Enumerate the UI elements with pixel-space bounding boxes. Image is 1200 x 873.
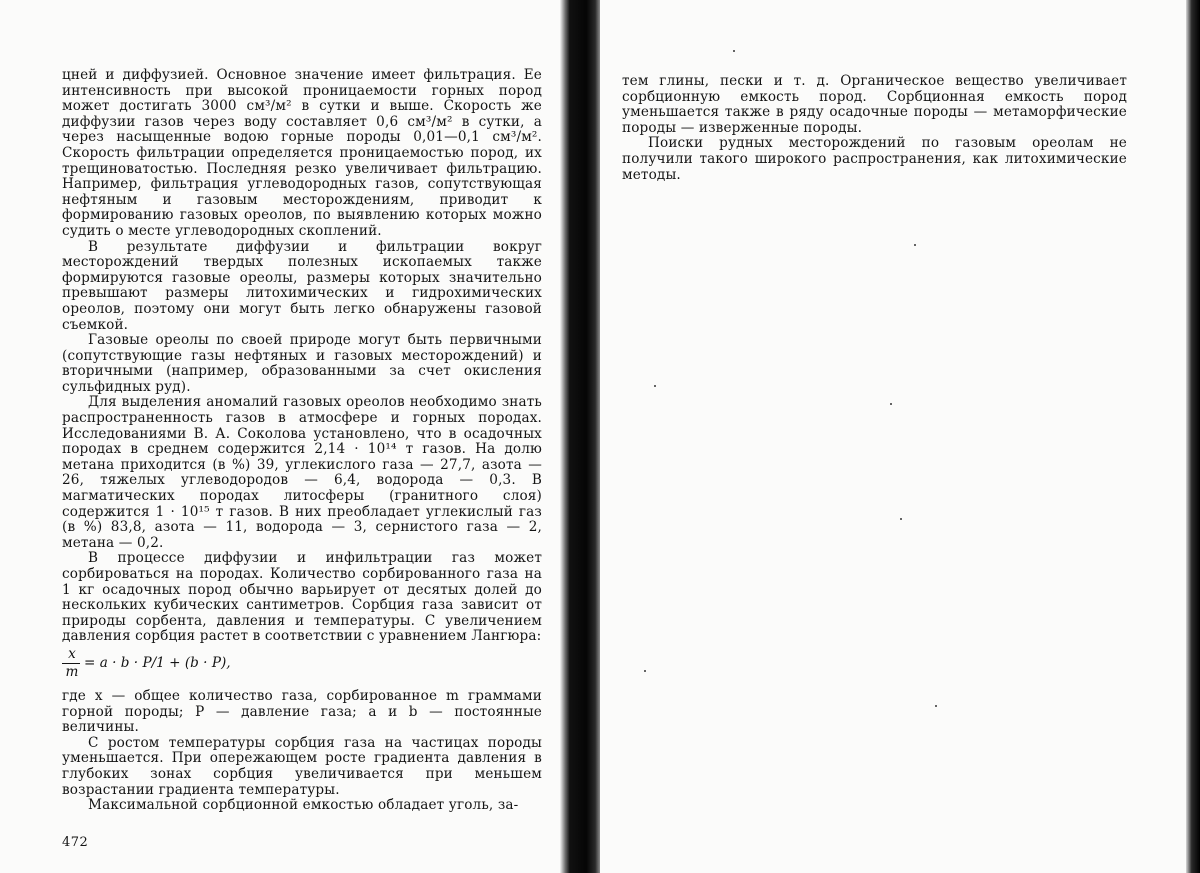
formula-numerator: x <box>68 645 76 662</box>
right-page <box>600 0 1200 873</box>
scan-speck <box>733 50 735 52</box>
formula-denominator: m <box>65 663 79 680</box>
right-page-edge <box>1186 0 1200 873</box>
paragraph: где x — общее количество газа, сорбированное m граммами горной породы; P — давление газа; a и b — постоянные величины. <box>62 687 542 736</box>
paragraph: цней и диффузией. Основное значение имеет фильтрация. Ее интенсивность при высокой проницаемости горных пород может достигать 3000 см³/м² в сутки и выше. Скорость же диффузии газов через воду составляет 0,6 см³/м² в сутки, а через насыщенные водою горные породы 0,01—0,1 см³/м². Скорость фильтрации определяется проницаемостью пород, их трещиноватостью. Последняя резко увеличивает фильтрацию. Например, фильтрация углеводородных газов, сопутствующая нефтяным и газовым месторождениям, приводит к формированию газовых ореолов, по выявлению которых можно судить о месте углеводородных скоплений. <box>62 67 542 239</box>
left-text-column <box>62 68 542 814</box>
scan-speck <box>890 403 892 405</box>
formula-expression: = a · b · P/1 + (b · P), <box>84 654 231 671</box>
paragraph: Максимальной сорбционной емкостью обладает уголь, за- <box>88 797 519 814</box>
scan-speck <box>654 385 656 387</box>
scan-speck <box>900 518 902 520</box>
scan-speck <box>935 705 937 707</box>
langmuir-formula <box>62 647 542 683</box>
book-gutter <box>560 0 604 873</box>
right-text-column <box>622 74 1127 183</box>
scan-speck <box>644 670 646 672</box>
page-number: 472 <box>62 835 89 850</box>
paragraph: В процессе диффузии и инфильтрации газ может сорбироваться на породах. Количество сорбированного газа на 1 кг осадочных пород обычно варьирует от десятых долей до нескольких кубических сантиметров. Сорбция газа зависит от природы сорбента, давления и температуры. С увеличением давления сорбция растет в соответствии с уравнением Лангюра: <box>62 550 542 645</box>
formula-fraction <box>62 647 82 680</box>
left-page <box>0 0 565 873</box>
paragraph: Для выделения аномалий газовых ореолов необходимо знать распространенность газов в атмосфере и горных породах. Исследованиями В. А. Соколова установлено, что в осадочных породах в среднем содержится 2,14 · 10¹⁴ т газов. На долю метана приходится (в %) 39, углекислого газа — 27,7, азота — 26, тяжелых углеводородов — 6,4, водорода — 0,3. В магматических породах литосферы (гранитного слоя) содержится 1 · 10¹⁵ т газов. В них преобладает углекислый газ (в %) 83,8, азота — 11, водорода — 3, сернистого газа — 2, метана — 0,2. <box>62 394 542 551</box>
paragraph: В результате диффузии и фильтрации вокруг месторождений твердых полезных ископаемых также формируются газовые ореолы, размеры которых значительно превышают размеры литохимических и гидрохимических ореолов, поэтому они могут быть легко обнаружены газовой съемкой. <box>62 238 542 333</box>
paragraph: Поиски рудных месторождений по газовым ореолам не получили такого широкого распространения, как литохимические методы. <box>622 135 1127 183</box>
paragraph: Газовые ореолы по своей природе могут быть первичными (сопутствующие газы нефтяных и газовых месторождений) и вторичными (например, образованными за счет окисления сульфидных руд). <box>62 332 542 395</box>
scan-speck <box>914 244 916 246</box>
paragraph: тем глины, пески и т. д. Органическое вещество увеличивает сорбционную емкость пород. Сорбционная емкость пород уменьшается также в ряду осадочные породы — метаморфические породы — изверженные породы. <box>622 73 1127 136</box>
paragraph: С ростом температуры сорбция газа на частицах породы уменьшается. При опережающем росте градиента давления в глубоких зонах сорбция увеличивается при меньшем возрастании градиента температуры. <box>62 734 542 798</box>
